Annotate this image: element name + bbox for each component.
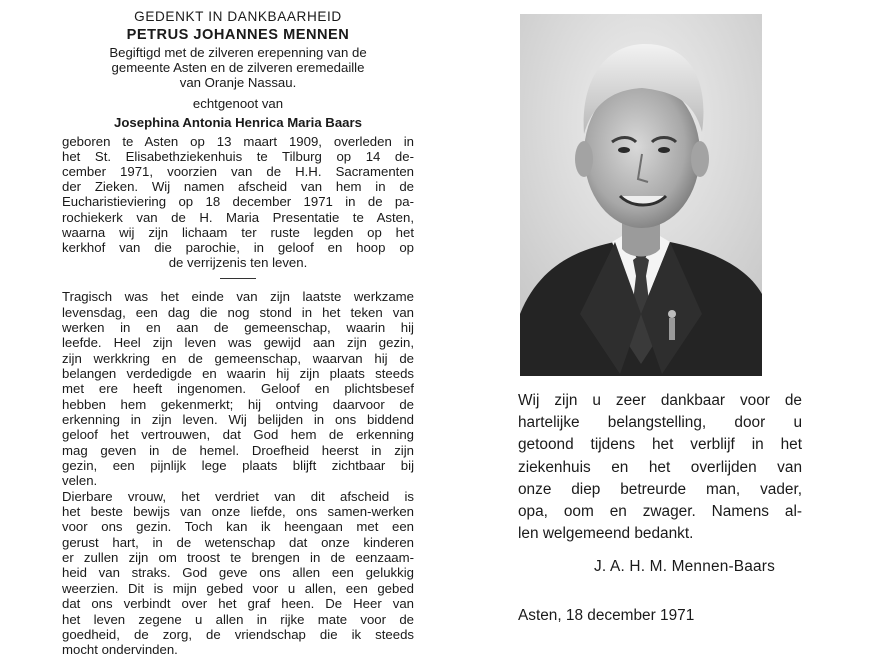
tribute-line: werken in en aan de gemeenschap, waarin hij xyxy=(62,319,414,335)
biography-text xyxy=(62,134,414,271)
memorial-right-page xyxy=(518,0,808,646)
honors-text xyxy=(62,45,414,91)
tribute-line: mag geven in de hemel. Droefheid heerst in zijn xyxy=(62,442,414,458)
bio-line: kerkhof van die parochie, in geloof en hoop op xyxy=(62,239,414,255)
tribute-line: goedheid, de zorg, de vriendschap die ik steeds xyxy=(62,626,414,642)
tribute-line: gerust hart, in de wetenschap dat onze kinderen xyxy=(62,534,414,550)
bio-line: geboren te Asten op 13 maart 1909, overleden in xyxy=(62,133,414,149)
bio-line: Eucharistieviering op 18 december 1971 in de pa- xyxy=(62,194,414,210)
thanks-line: getoond tijdens het verblijf in het xyxy=(518,436,802,454)
tribute-line: er zullen zijn om troost te brengen in de eenzaam- xyxy=(62,550,414,566)
tribute-line: voor ons gezin. Toch kan ik heengaan met een xyxy=(62,519,414,535)
thanks-line: onze diep betreurde man, vader, xyxy=(518,480,802,498)
bio-line: waarna wij zijn lichaam ter ruste legden op het xyxy=(62,224,414,240)
tribute-line: erkenning in zijn leven. Wij belijden in ons biddend xyxy=(62,412,414,428)
tribute-line: weerzien. Dit is mijn gebed voor u allen, een gebed xyxy=(62,580,414,596)
signature-name: J. A. H. M. Mennen-Baars xyxy=(594,558,776,575)
tribute-line: levensdag, een dag die nog stond in het teken van xyxy=(62,304,414,320)
tribute-line: met ere heeft ingenomen. Geloof en plichtsbesef xyxy=(62,381,414,397)
portrait-photo xyxy=(520,14,762,376)
thanks-line: len welgemeend bedankt. xyxy=(518,525,694,543)
bio-line: het St. Elisabethziekenhuis te Tilburg op 14 de- xyxy=(62,148,414,164)
thanks-line: Wij zijn u zeer dankbaar voor de xyxy=(518,392,802,409)
place-and-date: Asten, 18 december 1971 xyxy=(518,607,695,624)
spouse-name: Josephina Antonia Henrica Maria Baars xyxy=(114,114,362,130)
spouse-intro: echtgenoot van xyxy=(192,95,284,111)
bio-line: der Zieken. Wij namen afscheid van hem in de xyxy=(62,179,414,195)
portrait-icon xyxy=(520,14,762,376)
deceased-name: PETRUS JOHANNES MENNEN xyxy=(126,27,350,43)
tribute-line: dat ons verbindt over het graf heen. De Heer van xyxy=(62,596,414,612)
thanks-line: ziekenhuis en het overlijden van xyxy=(518,458,802,476)
tribute-line: geloof het vertrouwen, dat God hem de erkenning xyxy=(62,427,414,443)
bio-line: cember 1971, voorzien van de H.H. Sacramenten xyxy=(62,163,414,179)
tribute-line: hebben hem gekenmerkt; hij ontving daarvoor de xyxy=(62,396,414,412)
bio-line: de verrijzenis ten leven. xyxy=(168,255,308,271)
tribute-line: het beste bewijs van onze liefde, ons samen-werken xyxy=(62,504,414,520)
thanks-line: opa, oom en zwager. Namens al- xyxy=(518,502,802,520)
tribute-line: het leven zegene u allen in rijke mate voor de xyxy=(62,611,414,627)
memorial-heading: GEDENKT IN DANKBAARHEID xyxy=(134,9,342,24)
tribute-line: velen. xyxy=(62,473,98,489)
section-divider xyxy=(220,278,256,279)
tribute-line: mocht ondervinden. xyxy=(62,642,178,658)
thank-you-text xyxy=(518,390,802,545)
tribute-line: leefde. Heel zijn leven was gewijd aan zijn gezin, xyxy=(62,335,414,351)
honors-line: gemeente Asten en de zilveren eremedaille xyxy=(111,60,365,76)
memorial-left-page xyxy=(62,8,414,658)
honors-line: van Oranje Nassau. xyxy=(179,75,297,91)
tribute-text xyxy=(62,289,414,657)
thanks-line: hartelijke belangstelling, door u xyxy=(518,414,802,432)
tribute-line: Dierbare vrouw, het verdriet van dit afscheid is xyxy=(62,488,414,504)
tribute-line: Tragisch was het einde van zijn laatste werkzame xyxy=(62,289,414,305)
tribute-line: belangen verdedigde en waarin hij zijn plaats steeds xyxy=(62,366,414,382)
bio-line: rochiekerk van de H. Maria Presentatie te Asten, xyxy=(62,209,414,225)
tribute-line: heid van straks. God geve ons allen een gelukkig xyxy=(62,565,414,581)
tribute-line: gezin, een pijnlijk lege plaats blijft zichtbaar bij xyxy=(62,458,414,474)
tribute-line: zijn werkkring en de gemeenschap, waarvan hij de xyxy=(62,350,414,366)
honors-line: Begiftigd met de zilveren erepenning van de xyxy=(109,45,367,60)
